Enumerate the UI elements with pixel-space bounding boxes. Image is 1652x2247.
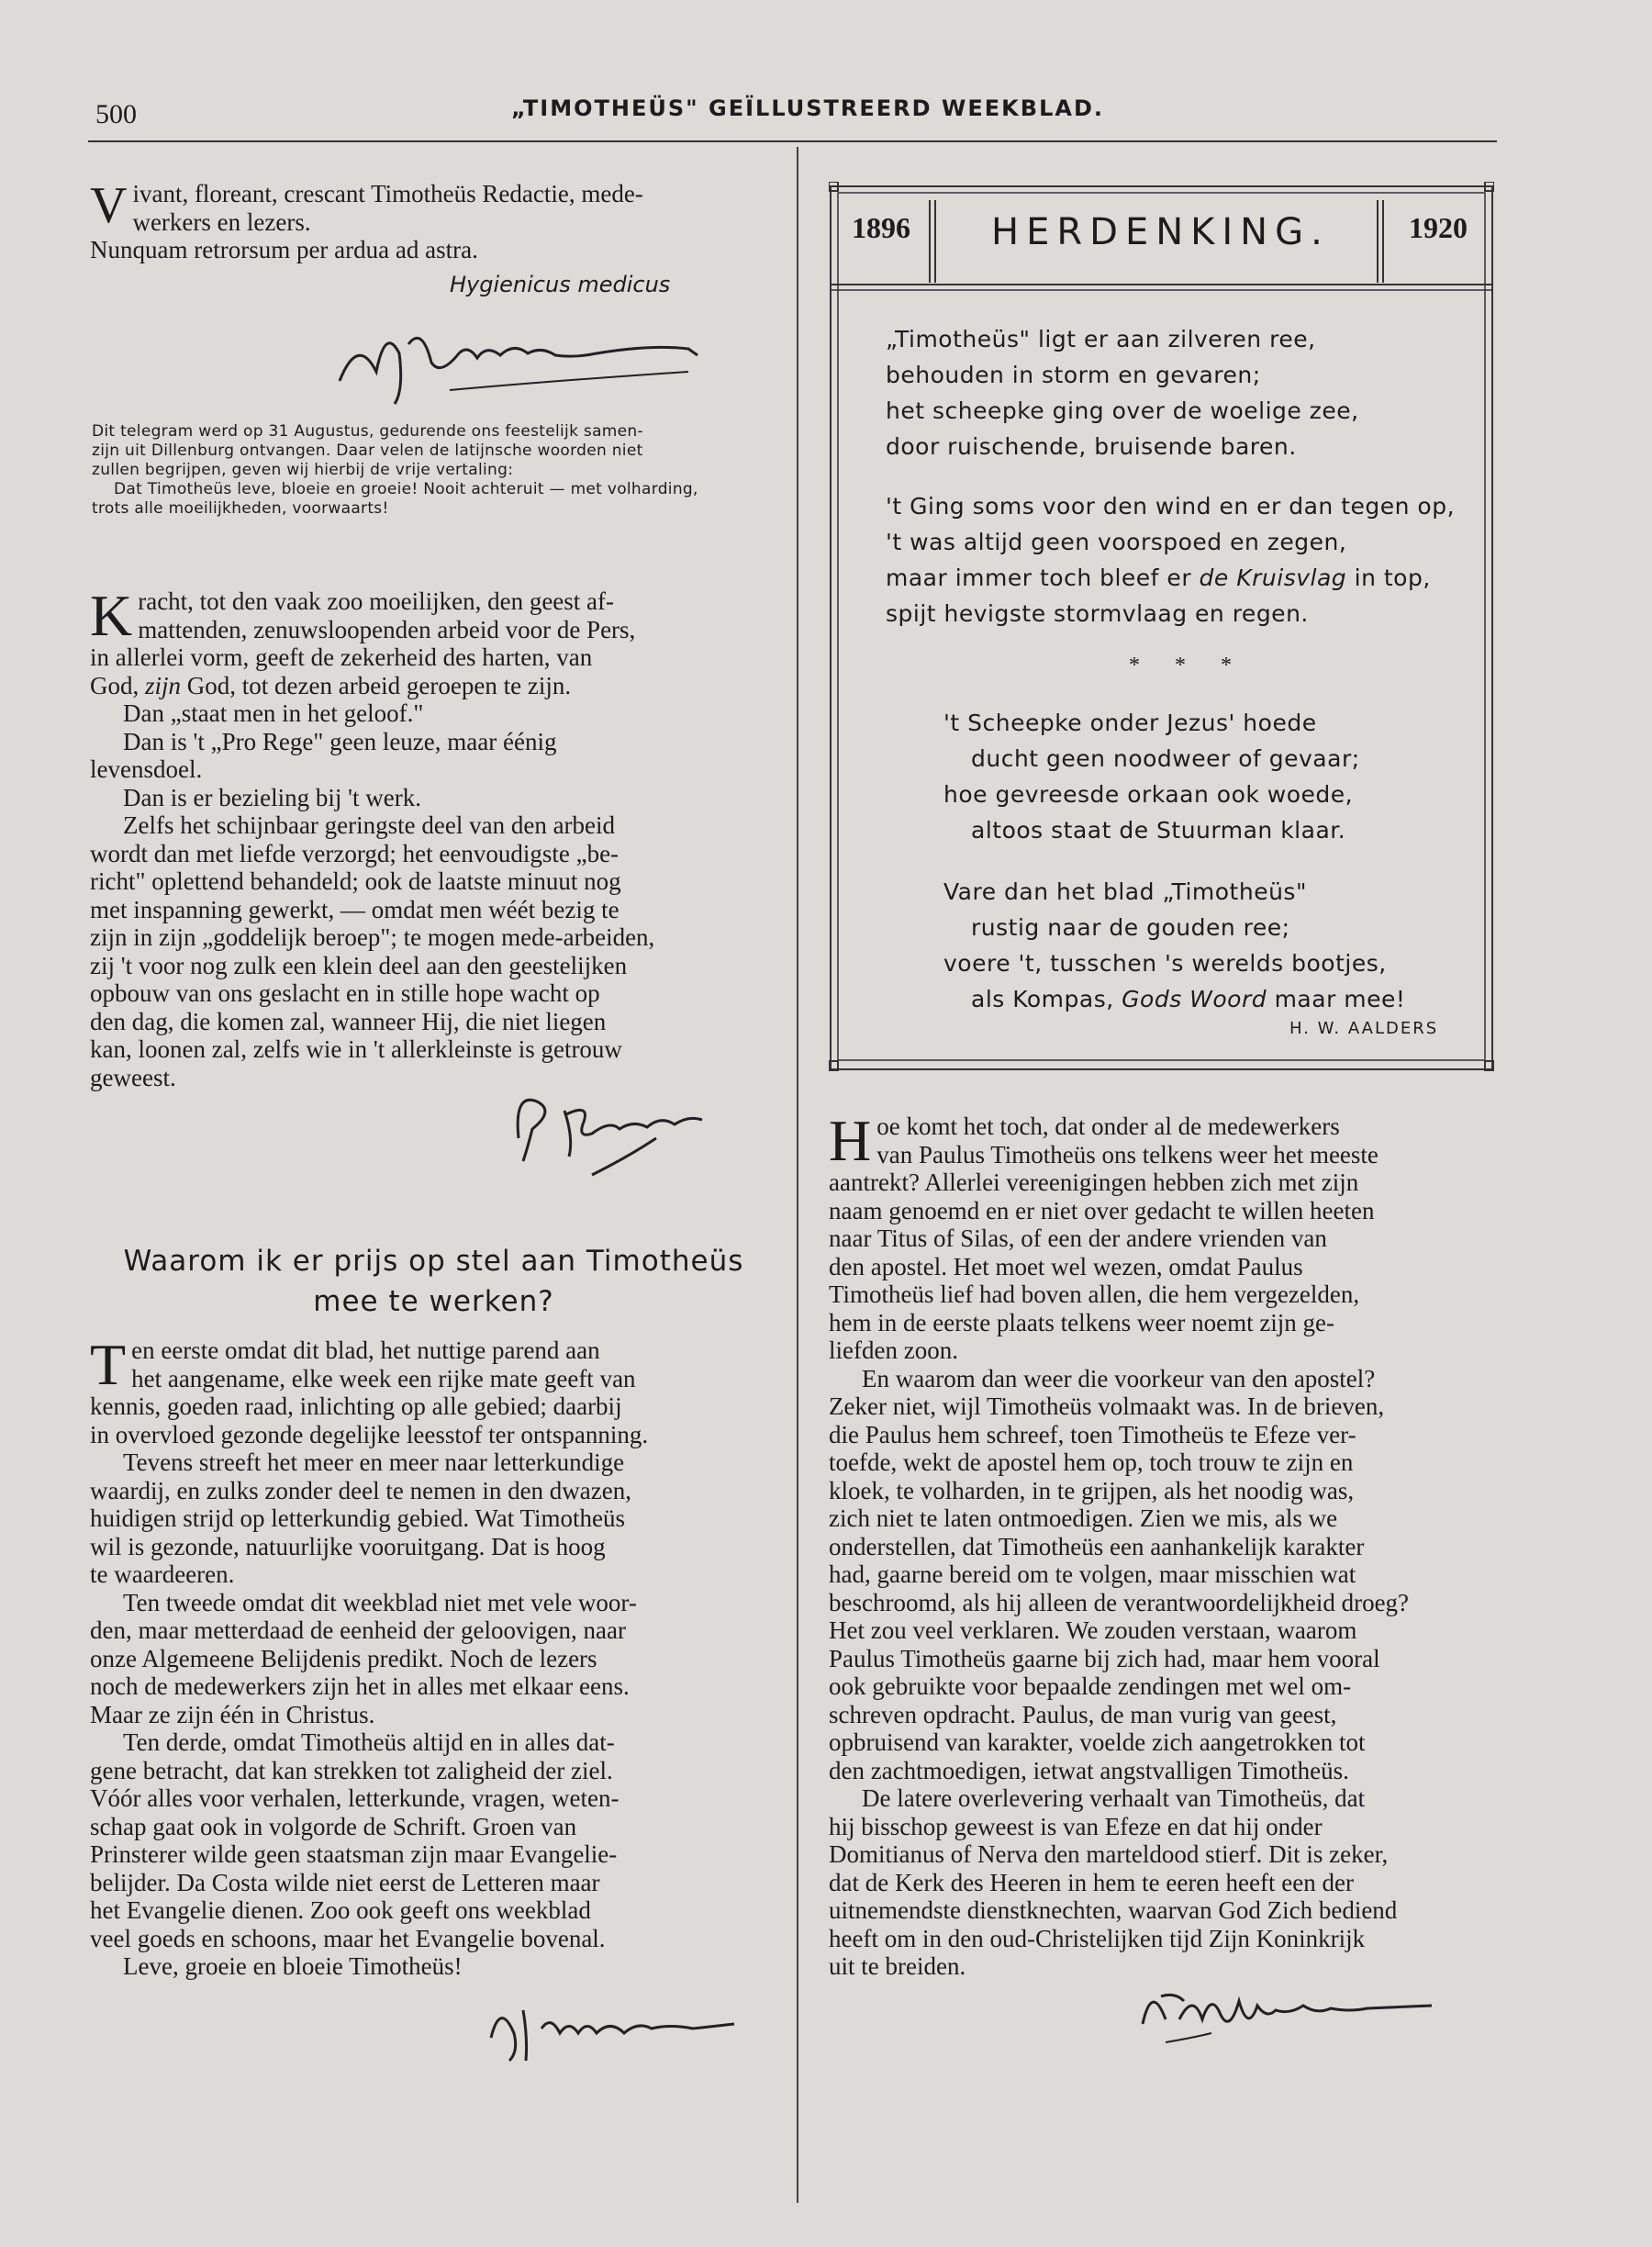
hoe-line: dat de Kerk des Heeren in hem te eeren heeft een der	[829, 1868, 1354, 1896]
dropcap-v: V	[90, 177, 128, 234]
waarom-line: gene betracht, dat kan strekken tot zaligheid der ziel.	[90, 1756, 613, 1784]
kracht-line: mattenden, zenuwsloopenden arbeid voor de Pers,	[138, 615, 636, 643]
dropcap-h: H	[829, 1108, 872, 1173]
telegram-note-line-4: Dat Timotheüs leve, bloeie en groeie! Nooit achteruit — met volharding,	[114, 480, 698, 498]
waarom-line: veel goeds en schoons, maar het Evangelie bovenal.	[90, 1924, 606, 1952]
poem-stanza-3	[943, 705, 1360, 848]
dropcap-k: K	[90, 583, 133, 648]
poem-line: altoos staat de Stuurman klaar.	[971, 817, 1346, 844]
hoe-line: oe komt het toch, dat onder al de medewerkers	[876, 1112, 1340, 1140]
waarom-line: Ten tweede omdat dit weekblad niet met vele woor-	[123, 1588, 637, 1616]
waarom-article	[90, 1332, 776, 1981]
telegram-note-line-2: zijn uit Dillenburg ontvangen. Daar velen de latijnsche woorden niet	[92, 442, 643, 460]
poem-stanza-2	[886, 488, 1455, 632]
hoe-line: heeft om in den oud-Christelijken tijd Zijn Koninkrijk	[829, 1924, 1366, 1952]
telegram-note-line-5: trots alle moeilijkheden, voorwaarts!	[92, 499, 389, 518]
waarom-line: het Evangelie dienen. Zoo ook geeft ons weekblad	[90, 1896, 591, 1924]
hoe-line: toefde, wekt de apostel hem op, toch trouw te zijn en	[829, 1448, 1354, 1476]
telegram-note-line-3: zullen begrijpen, geven wij hierbij de vrije vertaling:	[92, 461, 514, 479]
waarom-line: onze Algemeene Belijdenis predikt. Noch de lezers	[90, 1644, 597, 1672]
hoe-line: Zeker niet, wijl Timotheüs volmaakt was. In de brieven,	[829, 1392, 1385, 1420]
year-right: 1920	[1409, 211, 1468, 244]
kracht-line: richt" oplettend behandeld; ook de laatste minuut nog	[90, 867, 621, 895]
kracht-line: Dan is er bezieling bij 't werk.	[123, 783, 422, 811]
poem-title: HERDENKING.	[991, 211, 1330, 253]
hoe-line: hij bisschop geweest is van Efeze en dat hij onder	[829, 1812, 1323, 1840]
waarom-line: den, maar metterdaad de eenheid der geloovigen, naar	[90, 1616, 626, 1644]
poem-line: rustig naar de gouden ree;	[971, 914, 1290, 941]
hoe-line: liefden zoon.	[829, 1336, 958, 1364]
hoe-line: ook gebruikte voor bepaalde zendingen met wel om-	[829, 1672, 1352, 1700]
telegram-text	[90, 177, 776, 264]
kracht-line: geweest.	[90, 1063, 176, 1091]
hoe-line: naam genoemd en er niet over gedacht te willen heeten	[829, 1196, 1375, 1224]
waarom-line: Prinsterer wilde geen staatsman zijn maar Evangelie-	[90, 1840, 618, 1868]
year-left: 1896	[852, 211, 910, 244]
hoe-line: aantrekt? Allerlei vereenigingen hebben zich met zijn	[829, 1168, 1359, 1196]
kracht-line: kan, loonen zal, zelfs wie in 't allerkleinste is getrouw	[90, 1035, 622, 1063]
waarom-heading-line-1: Waarom ik er prijs op stel aan Timotheüs	[123, 1245, 744, 1278]
hoe-line: opbruisend van karakter, voelde zich aangetrokken tot	[829, 1728, 1366, 1756]
poem-stanza-4	[943, 874, 1405, 1017]
kracht-line: den dag, die komen zal, wanneer Hij, die niet liegen	[90, 1007, 607, 1035]
poem-line: hoe gevreesde orkaan ook woede,	[943, 781, 1354, 808]
stars-divider: * * *	[1129, 654, 1246, 677]
hoe-line: die Paulus hem schreef, toen Timotheüs te Efeze ver-	[829, 1420, 1356, 1448]
waarom-line: belijder. Da Costa wilde niet eerst de Letteren maar	[90, 1868, 600, 1896]
waarom-line: in overvloed gezonde degelijke leesstof ter ontspanning.	[90, 1420, 649, 1448]
hoe-line: hem in de eerste plaats telkens weer noemt zijn ge-	[829, 1308, 1335, 1336]
signature-gerber	[1129, 1964, 1468, 2065]
kracht-line: zijn in zijn „goddelijk beroep"; te mogen mede-arbeiden,	[90, 923, 655, 951]
signature-voorhoeve	[321, 307, 725, 418]
poem-line: als Kompas, Gods Woord maar mee!	[971, 986, 1406, 1012]
hoe-line: zich niet te laten ontmoedigen. Zien we mis, als we	[829, 1504, 1338, 1532]
hoe-line: had, gaarne bereid om te volgen, maar misschien wat	[829, 1560, 1356, 1588]
kracht-line: Dan „staat men in het geloof."	[123, 699, 424, 727]
poem-line: „Timotheüs" ligt er aan zilveren ree,	[886, 326, 1316, 352]
hoe-line: den apostel. Het moet wel wezen, omdat Paulus	[829, 1252, 1303, 1280]
waarom-line: Vóór alles voor verhalen, letterkunde, vragen, weten-	[90, 1784, 620, 1812]
hoe-line: Paulus Timotheüs gaarne bij zich had, maar hem vooral	[829, 1644, 1380, 1672]
waarom-heading	[92, 1241, 776, 1322]
kracht-line: racht, tot den vaak zoo moeilijken, den geest af-	[138, 587, 615, 615]
kracht-article	[90, 583, 776, 1091]
column-divider	[797, 147, 798, 2203]
kracht-line: Dan is 't „Pro Rege" geen leuze, maar éénig	[123, 727, 557, 755]
waarom-line: waardij, en zulks zonder deel te nemen in den dwazen,	[90, 1476, 632, 1504]
hoe-line: van Paulus Timotheüs ons telkens weer het meeste	[876, 1140, 1379, 1168]
signature-brouwer	[500, 1074, 794, 1184]
hoe-line: En waarom dan weer die voorkeur van den apostel?	[862, 1364, 1376, 1392]
hoe-line: schreven opdracht. Paulus, de man vurig van geest,	[829, 1700, 1337, 1728]
poem-line: maar immer toch bleef er de Kruisvlag in top,	[886, 565, 1431, 591]
poem-line: spijt hevigste stormvlaag en regen.	[886, 600, 1309, 627]
telegram-author: Hygienicus medicus	[450, 272, 671, 297]
telegram-note-line-1: Dit telegram werd op 31 Augustus, gedurende ons feestelijk samen-	[92, 422, 643, 441]
poem-line: 't Scheepke onder Jezus' hoede	[943, 710, 1317, 736]
telegram-line-2: werkers en lezers.	[132, 207, 311, 236]
hoe-line: den zachtmoedigen, ietwat angstvalligen Timotheüs.	[829, 1756, 1349, 1784]
hoe-line: Domitianus of Nerva den marteldood stierf. Dit is zeker,	[829, 1840, 1389, 1868]
dropcap-t: T	[90, 1332, 127, 1397]
poem-author: H. W. AALDERS	[1289, 1019, 1439, 1038]
waarom-line: Tevens streeft het meer en meer naar letterkundige	[123, 1448, 625, 1476]
poem-stanza-1	[886, 321, 1359, 464]
telegram-line-1: ivant, floreant, crescant Timotheüs Redactie, mede-	[132, 180, 643, 207]
waarom-line: Ten derde, omdat Timotheüs altijd en in alles dat-	[123, 1728, 615, 1756]
waarom-line: en eerste omdat dit blad, het nuttige parend aan	[131, 1336, 600, 1364]
hoe-line: onderstellen, dat Timotheüs een aanhankelijk karakter	[829, 1532, 1365, 1560]
poem-line: het scheepke ging over de woelige zee,	[886, 397, 1359, 424]
poem-line: Vare dan het blad „Timotheüs"	[943, 878, 1307, 905]
waarom-line: schap gaat ook in volgorde de Schrift. Groen van	[90, 1812, 577, 1840]
hoe-line: De latere overlevering verhaalt van Timotheüs, dat	[862, 1784, 1366, 1812]
waarom-line: het aangename, elke week een rijke mate geeft van	[131, 1364, 636, 1392]
waarom-heading-line-2: mee te werken?	[313, 1285, 554, 1318]
waarom-line: te waardeeren.	[90, 1560, 235, 1588]
kracht-line: zij 't voor nog zulk een klein deel aan den geestelijken	[90, 951, 628, 979]
hoe-line: kloek, te volharden, in te grijpen, als het noodig was,	[829, 1476, 1355, 1504]
poem-line: 't Ging soms voor den wind en er dan tegen op,	[886, 493, 1456, 520]
poem-line: voere 't, tusschen 's werelds bootjes,	[943, 950, 1387, 977]
kracht-line: met inspanning gewerkt, — omdat men wéét bezig te	[90, 895, 620, 923]
waarom-line: huidigen strijd op letterkundig gebied. Wat Timotheüs	[90, 1504, 626, 1532]
kracht-line: in allerlei vorm, geeft de zekerheid des harten, van	[90, 643, 593, 671]
hoe-article	[829, 1108, 1502, 1981]
waarom-line: noch de medewerkers zijn het in alles met elkaar eens.	[90, 1672, 630, 1700]
poem-line: ducht geen noodweer of gevaar;	[971, 745, 1360, 772]
kracht-line: wordt dan met liefde verzorgd; het eenvoudigste „be-	[90, 839, 620, 867]
telegram-note	[92, 422, 776, 519]
poem-line: door ruischende, bruisende baren.	[886, 433, 1297, 460]
hoe-line: Het zou veel verklaren. We zouden verstaan, waarom	[829, 1616, 1357, 1644]
waarom-line: kennis, goeden raad, inlichting op alle gebied; daarbij	[90, 1392, 622, 1420]
kracht-line: God, zijn God, tot dezen arbeid geroepen te zijn.	[90, 671, 572, 699]
waarom-line: Leve, groeie en bloeie Timotheüs!	[123, 1952, 463, 1980]
hoe-line: beschroomd, als hij alleen de verantwoordelijkheid droeg?	[829, 1588, 1410, 1616]
waarom-line: Maar ze zijn één in Christus.	[90, 1700, 375, 1728]
hoe-line: naar Titus of Silas, of een der andere vrienden van	[829, 1224, 1327, 1252]
kracht-line: levensdoel.	[90, 755, 203, 783]
header-rule	[88, 140, 1497, 142]
hoe-line: Timotheüs lief had boven allen, die hem vergezelden,	[829, 1280, 1360, 1308]
running-title: „TIMOTHEÜS" GEÏLLUSTREERD WEEKBLAD.	[511, 95, 1104, 121]
hoe-line: uit te breiden.	[829, 1952, 966, 1980]
poem-line: 't was altijd geen voorspoed en zegen,	[886, 529, 1347, 555]
hoe-line: uitnemendste dienstknechten, waarvan God Zich bediend	[829, 1896, 1398, 1924]
kracht-line: Zelfs het schijnbaar geringste deel van den arbeid	[123, 811, 616, 839]
kracht-line: opbouw van ons geslacht en in stille hope wacht op	[90, 979, 600, 1007]
telegram-line-3: Nunquam retrorsum per ardua ad astra.	[90, 236, 478, 263]
page-number: 500	[95, 99, 137, 129]
waarom-line: wil is gezonde, natuurlijke vooruitgang. Dat is hoog	[90, 1532, 606, 1560]
poem-line: behouden in storm en gevaren;	[886, 362, 1261, 388]
signature-uengenbach	[473, 1983, 766, 2074]
